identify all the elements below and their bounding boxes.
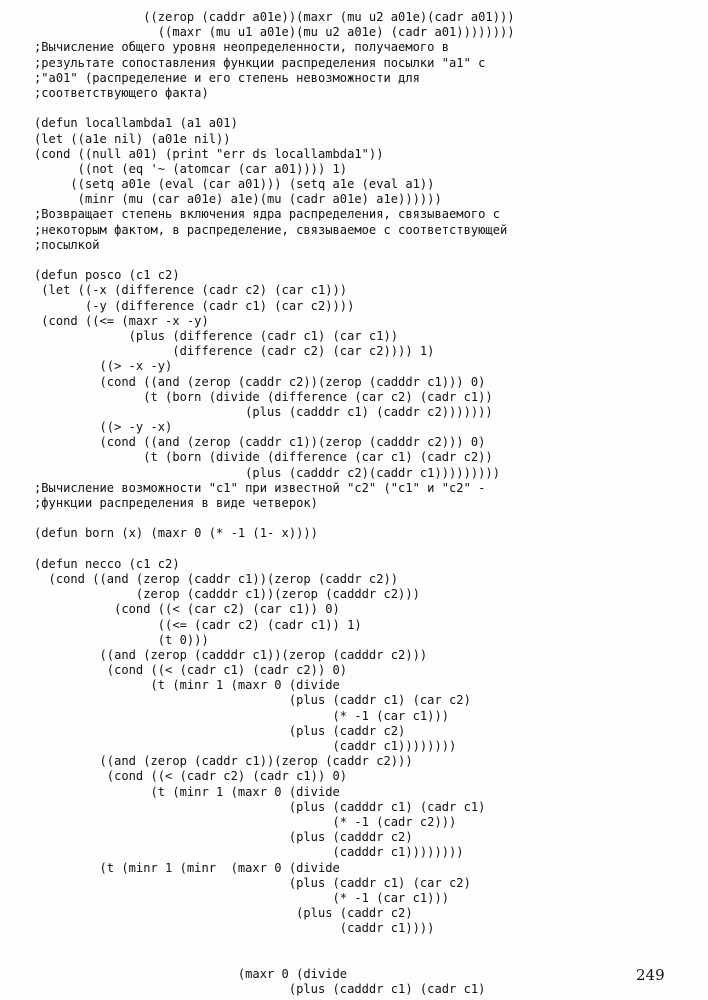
code-line: (plus (caddr c1) (car c2) bbox=[34, 875, 471, 890]
code-line: (t (minr 1 (minr (maxr 0 (divide bbox=[34, 860, 340, 875]
page-number: 249 bbox=[636, 966, 665, 984]
code-line: (defun necco (c1 c2) bbox=[34, 556, 180, 571]
code-line: ((and (zerop (cadddr c1))(zerop (cadddr c2))) bbox=[34, 647, 428, 662]
code-line: (cond ((null a01) (print "err ds locallambda1")) bbox=[34, 146, 384, 161]
code-line: (plus (caddr c2) bbox=[34, 723, 406, 738]
code-line: (plus (cadddr c1) (caddr c2))))))) bbox=[34, 404, 493, 419]
code-line: (plus (cadddr c1) (cadr c1) bbox=[34, 799, 486, 814]
code-line: (zerop (cadddr c1))(zerop (cadddr c2))) bbox=[34, 587, 420, 602]
code-line: (-y (difference (cadr c1) (car c2)))) bbox=[34, 298, 355, 313]
code-line: (cadddr c1)))))))) bbox=[34, 845, 464, 860]
code-line bbox=[34, 542, 515, 557]
code-line: (minr (mu (car a01e) a1e)(mu (cadr a01e) a1e)))))) bbox=[34, 192, 442, 207]
code-line: (plus (caddr c1) (car c2) bbox=[34, 693, 471, 708]
lisp-code-listing bbox=[34, 10, 515, 997]
code-line: ((<= (cadr c2) (cadr c1)) 1) bbox=[34, 617, 362, 632]
code-line: (t 0))) bbox=[34, 632, 209, 647]
code-line: ((setq a01e (eval (car a01))) (setq a1e (eval a1)) bbox=[34, 177, 435, 192]
comment-line: ;Вычисление возможности "c1" при известной "c2" ("c1" и "c2" - bbox=[34, 480, 486, 495]
comment-line: ;"a01" (распределение и его степень невозможности для bbox=[34, 70, 420, 85]
code-line: (cond ((< (cadr c1) (cadr c2)) 0) bbox=[34, 663, 348, 678]
code-line: (defun born (x) (maxr 0 (* -1 (1- x)))) bbox=[34, 526, 318, 541]
code-line: (caddr c1)))) bbox=[34, 921, 435, 936]
code-line: (cond ((< (cadr c2) (cadr c1)) 0) bbox=[34, 769, 348, 784]
code-line: ((> -y -x) bbox=[34, 420, 173, 435]
code-line: (difference (cadr c2) (car c2)))) 1) bbox=[34, 344, 435, 359]
code-line bbox=[34, 101, 515, 116]
code-line: ((and (zerop (caddr c1))(zerop (caddr c2))) bbox=[34, 754, 413, 769]
code-line: (plus (caddr c2) bbox=[34, 906, 413, 921]
code-line: (defun locallambda1 (a1 a01) bbox=[34, 116, 238, 131]
comment-line: ;посылкой bbox=[34, 237, 100, 252]
code-line: ((zerop (caddr a01e))(maxr (mu u2 a01e)(cadr a01))) bbox=[34, 10, 515, 24]
code-line: (plus (cadddr c2) bbox=[34, 830, 413, 845]
code-line: (t (born (divide (difference (car c1) (cadr c2)) bbox=[34, 450, 493, 465]
comment-line: ;Вычисление общего уровня неопределенности, получаемого в bbox=[34, 40, 450, 55]
comment-line: ;Возвращает степень включения ядра распределения, связываемого с bbox=[34, 207, 500, 222]
code-line: (cond ((<= (maxr -x -y) bbox=[34, 313, 209, 328]
code-line: (* -1 (cadr c2))) bbox=[34, 814, 457, 829]
comment-line: ;некоторым фактом, в распределение, связываемое с соответствующей bbox=[34, 222, 508, 237]
code-line: (cond ((and (zerop (caddr c1))(zerop (caddr c2)) bbox=[34, 571, 399, 586]
code-line: (plus (difference (cadr c1) (car c1)) bbox=[34, 328, 399, 343]
code-line: (* -1 (car c1))) bbox=[34, 890, 450, 905]
comment-line: ;результате сопоставления функции распределения посылки "a1" с bbox=[34, 55, 486, 70]
code-line bbox=[34, 253, 515, 268]
code-line: (cond ((and (zerop (caddr c1))(zerop (cadddr c2))) 0) bbox=[34, 435, 486, 450]
code-line: ((> -x -y) bbox=[34, 359, 173, 374]
comment-line: ;функции распределения в виде четверок) bbox=[34, 496, 318, 510]
code-line: (cond ((and (zerop (caddr c2))(zerop (cadddr c1))) 0) bbox=[34, 374, 486, 389]
code-line: (maxr 0 (divide bbox=[34, 966, 348, 981]
code-line bbox=[34, 952, 515, 967]
code-line: (defun posco (c1 c2) bbox=[34, 268, 180, 283]
code-line bbox=[34, 511, 515, 526]
code-line: (plus (cadddr c2)(caddr c1))))))))) bbox=[34, 465, 500, 480]
code-line: (let ((a1e nil) (a01e nil)) bbox=[34, 131, 231, 146]
code-line: (plus (cadddr c1) (cadr c1) bbox=[34, 982, 486, 996]
code-line: (cond ((< (car c2) (car c1)) 0) bbox=[34, 602, 340, 617]
code-line: ((not (eq '~ (atomcar (car a01)))) 1) bbox=[34, 161, 348, 176]
code-line bbox=[34, 936, 515, 951]
code-line: (let ((-x (difference (cadr c2) (car c1))) bbox=[34, 283, 348, 298]
code-line: (* -1 (car c1))) bbox=[34, 708, 450, 723]
code-line: ((maxr (mu u1 a01e)(mu u2 a01e) (cadr a01)))))))) bbox=[34, 25, 515, 40]
code-line: (t (born (divide (difference (car c2) (cadr c1)) bbox=[34, 389, 493, 404]
code-line: (t (minr 1 (maxr 0 (divide bbox=[34, 678, 340, 693]
code-line: (caddr c1)))))))) bbox=[34, 739, 457, 753]
code-line: (t (minr 1 (maxr 0 (divide bbox=[34, 784, 340, 799]
comment-line: ;соответствующего факта) bbox=[34, 85, 209, 100]
